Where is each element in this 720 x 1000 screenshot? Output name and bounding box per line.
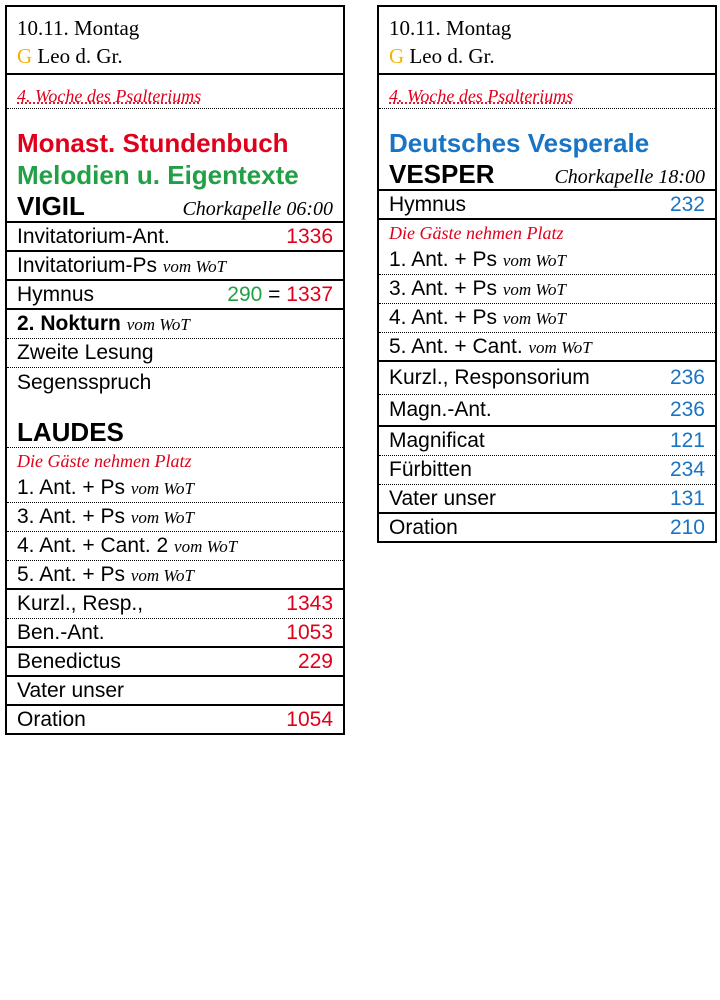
- right-schedule-column: [377, 5, 717, 543]
- row-label: 4. Ant. + Cant. 2 vom WoT: [17, 534, 238, 557]
- vesper-row: [379, 456, 715, 485]
- date-header: [379, 5, 715, 75]
- laudes-row: [7, 648, 343, 677]
- page-number: 236: [669, 366, 705, 389]
- page-number: 131: [669, 486, 705, 510]
- laudes-row: [7, 706, 343, 735]
- vesper-title: VESPER: [389, 159, 495, 189]
- vesper-row: [379, 191, 715, 220]
- row-note: vom WoT: [528, 337, 592, 357]
- page-number: 1053: [286, 620, 333, 644]
- vesper-row: [379, 395, 715, 427]
- liturgical-color-letter: G: [389, 44, 405, 68]
- vigil-row: [7, 223, 343, 252]
- saint-line: [17, 42, 333, 70]
- row-label: Oration: [17, 707, 86, 731]
- vesper-row: [379, 333, 715, 362]
- row-label: Oration: [389, 515, 458, 539]
- saint-name: Leo d. Gr.: [409, 44, 495, 68]
- vesper-row: [379, 246, 715, 275]
- row-note: vom WoT: [502, 280, 566, 299]
- row-label: 1. Ant. + Ps vom WoT: [17, 476, 194, 499]
- laudes-row: [7, 677, 343, 706]
- row-label: Benedictus: [17, 649, 121, 673]
- row-note: vom WoT: [126, 315, 190, 334]
- laudes-title: LAUDES: [7, 415, 343, 448]
- vigil-row: [7, 368, 343, 397]
- vigil-place: Chorkapelle 06:00: [182, 198, 333, 220]
- saint-name: Leo d. Gr.: [37, 44, 123, 68]
- saint-line: [389, 42, 705, 70]
- row-label: Magn.-Ant.: [389, 398, 492, 421]
- laudes-row: [7, 532, 343, 561]
- row-label: Fürbitten: [389, 458, 472, 481]
- page-number: 232: [669, 192, 705, 216]
- row-label: Magnificat: [389, 429, 485, 452]
- row-note: vom WoT: [162, 256, 227, 276]
- left-schedule-column: [5, 5, 345, 735]
- page-number: 1054: [286, 707, 333, 731]
- row-note: vom WoT: [174, 537, 238, 556]
- row-label: Kurzl., Responsorium: [389, 366, 590, 389]
- vigil-heading: [7, 191, 343, 223]
- laudes-row: [7, 619, 343, 648]
- row-label: Segensspruch: [17, 370, 152, 394]
- vesper-heading: [379, 159, 715, 191]
- row-label: Hymnus: [389, 192, 467, 216]
- row-label: Zweite Lesung: [17, 341, 154, 364]
- row-label: 5. Ant. + Ps vom WoT: [17, 562, 194, 586]
- row-label: 3. Ant. + Ps vom WoT: [17, 505, 194, 528]
- row-label: Vater unser: [389, 486, 496, 510]
- laudes-row: [7, 503, 343, 532]
- row-label: Kurzl., Resp.,: [17, 592, 144, 615]
- vesper-row: [379, 485, 715, 514]
- liturgical-color-letter: G: [17, 44, 33, 68]
- page-number: 236: [669, 398, 705, 421]
- row-label: Ben.-Ant.: [17, 620, 105, 644]
- row-note: vom WoT: [130, 565, 194, 585]
- vesper-row: [379, 362, 715, 395]
- laudes-row: [7, 561, 343, 590]
- date-label: 10.11. Montag: [389, 16, 512, 40]
- date-label: 10.11. Montag: [17, 16, 140, 40]
- vigil-row: [7, 339, 343, 368]
- row-note: vom WoT: [130, 479, 194, 498]
- vigil-title: VIGIL: [17, 191, 85, 221]
- guests-note: Die Gäste nehmen Platz: [389, 223, 564, 243]
- page-number: 234: [669, 458, 705, 481]
- laudes-row: [7, 590, 343, 619]
- vigil-row: [7, 252, 343, 281]
- page-number: 1336: [286, 224, 333, 248]
- vesper-row: [379, 275, 715, 304]
- vesper-row: [379, 304, 715, 333]
- page-number: 121: [669, 429, 705, 452]
- vesper-row: [379, 427, 715, 456]
- book-title: Deutsches Vesperale: [389, 128, 650, 158]
- page-number: 1343: [286, 592, 333, 615]
- guests-note: Die Gäste nehmen Platz: [17, 451, 192, 471]
- book-subtitle: Melodien u. Eigentexte: [17, 160, 299, 190]
- page-number: 290 = 1337: [227, 282, 333, 306]
- row-label: 1. Ant. + Ps vom WoT: [389, 248, 566, 271]
- row-note: vom WoT: [502, 309, 566, 328]
- row-label: Vater unser: [17, 678, 124, 702]
- vigil-row: [7, 310, 343, 339]
- laudes-row: [7, 474, 343, 503]
- psalter-week: 4. Woche des Psalteriums: [379, 75, 715, 109]
- vesper-row: [379, 514, 715, 543]
- row-note: vom WoT: [502, 251, 566, 270]
- row-label: Invitatorium-Ant.: [17, 224, 170, 248]
- row-label: 2. Nokturn vom WoT: [17, 312, 190, 335]
- date-header: [7, 5, 343, 75]
- book-title: Monast. Stundenbuch: [17, 128, 289, 158]
- psalter-week: 4. Woche des Psalteriums: [7, 75, 343, 109]
- vigil-row: [7, 281, 343, 310]
- row-label: Hymnus: [17, 282, 95, 306]
- row-label: 3. Ant. + Ps vom WoT: [389, 277, 566, 300]
- row-label: Invitatorium-Ps vom WoT: [17, 253, 227, 277]
- page-number: 229: [297, 649, 333, 673]
- vesper-place: Chorkapelle 18:00: [554, 166, 705, 188]
- page-number: 210: [669, 515, 705, 539]
- row-note: vom WoT: [130, 508, 194, 527]
- row-label: 4. Ant. + Ps vom WoT: [389, 306, 566, 329]
- row-label: 5. Ant. + Cant. vom WoT: [389, 334, 592, 358]
